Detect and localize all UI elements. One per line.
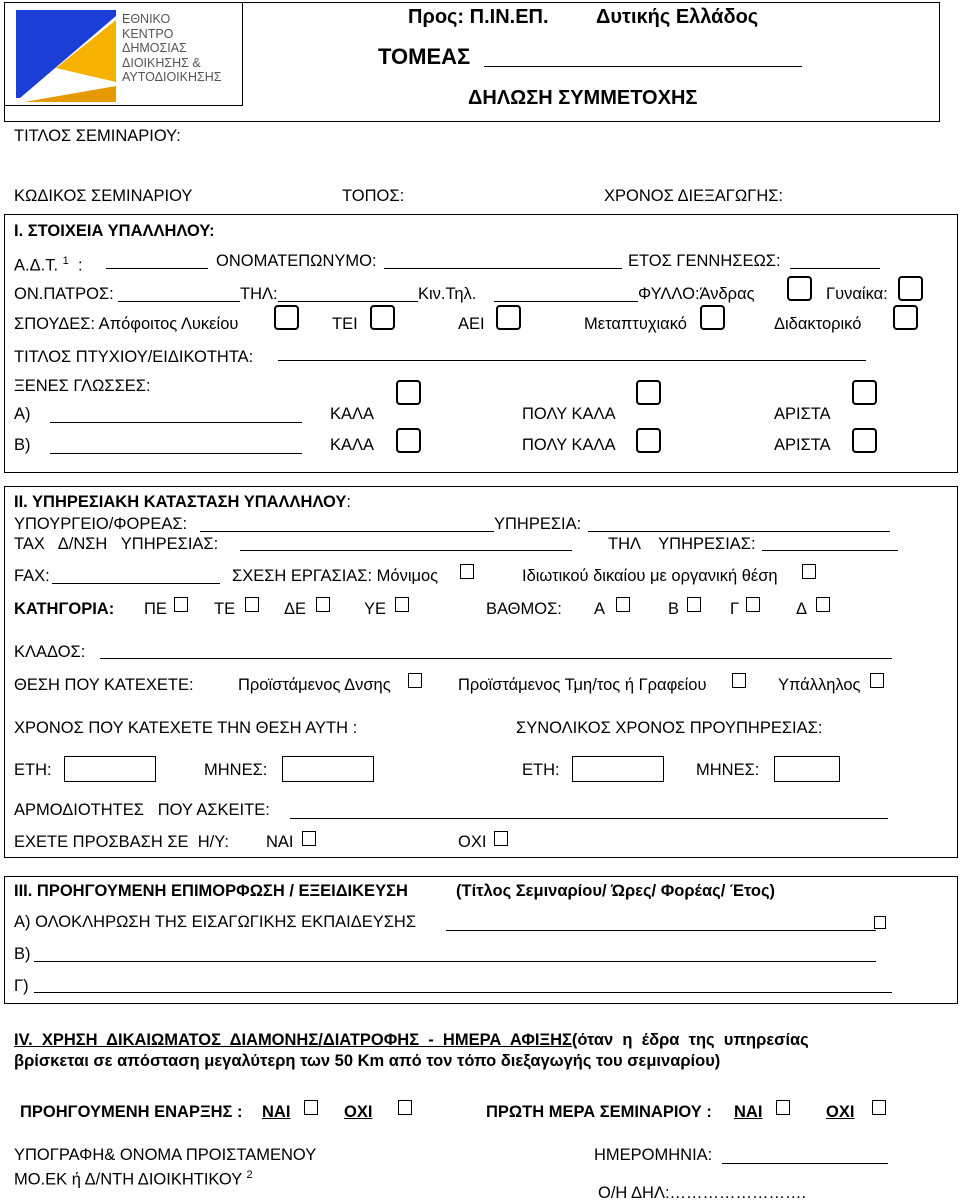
branch-field[interactable]	[100, 658, 892, 659]
logo-line: ΚΕΝΤΡΟ	[122, 26, 174, 41]
aei-label: ΑΕΙ	[458, 315, 485, 333]
training-b-field[interactable]	[34, 961, 876, 962]
logo-text	[122, 12, 221, 85]
prev-start-no-label: ΟΧΙ	[344, 1103, 373, 1121]
duties-label: ΑΡΜΟΔΙΟΤΗΤΕΣ ΠΟΥ ΑΣΚΕΙΤΕ:	[14, 801, 270, 819]
seminar-place-label: ΤΟΠΟΣ:	[342, 187, 405, 205]
first-day-yes-checkbox[interactable]	[776, 1100, 790, 1115]
first-day-no-label: ΟΧΙ	[826, 1103, 855, 1121]
section4-line2: βρίσκεται σε απόσταση μεγαλύτερη των 50 Km από τον τόπο διεξαγωγής του σεμιναρίου)	[14, 1052, 721, 1070]
to-label: Προς: Π.ΙΝ.ΕΠ.	[408, 6, 549, 28]
male-checkbox[interactable]	[787, 276, 812, 301]
birth-year-field[interactable]	[790, 268, 880, 269]
master-label: Μεταπτυχιακό	[584, 315, 687, 333]
unit-footnote: 2	[246, 1169, 253, 1181]
category-ye-checkbox[interactable]	[395, 597, 409, 612]
category-pe: ΠΕ	[144, 600, 167, 618]
sector-line[interactable]	[484, 66, 802, 67]
seminar-title-label: ΤΙΤΛΟΣ ΣΕΜΙΝΑΡΙΟΥ:	[14, 127, 181, 145]
ministry-label: ΥΠΟΥΡΓΕΙΟ/ΦΟΡΕΑΣ:	[14, 515, 188, 533]
lang-b-letter: Β)	[14, 436, 31, 454]
section1-title: Ι. ΣΤΟΙΧΕΙΑ ΥΠΑΛΛΗΛΟΥ:	[14, 222, 215, 240]
training-b-label: Β)	[14, 945, 31, 963]
father-label: ΟΝ.ΠΑΤΡΟΣ:	[14, 285, 114, 303]
mobile-label: Κιν.Τηλ.	[418, 285, 477, 303]
logo-icon	[12, 6, 118, 104]
employment-label: ΣΧΕΣΗ ΕΡΓΑΣΙΑΣ: Μόνιμος	[232, 567, 439, 585]
date-label: ΗΜΕΡΟΜΗΝΙΑ:	[594, 1146, 713, 1164]
seminar-time-label: ΧΡΟΝΟΣ ΔΙΕΞΑΓΩΓΗΣ:	[604, 187, 784, 205]
lang-b-verygood: ΠΟΛΥ ΚΑΛΑ	[522, 436, 616, 454]
lang-a-field[interactable]	[50, 422, 302, 423]
first-day-no-checkbox[interactable]	[872, 1100, 886, 1115]
protocol-label: Ο/Η ΔΗΛ:…………………….	[598, 1184, 807, 1202]
studies-label: ΣΠΟΥΔΕΣ: Απόφοιτος Λυκείου	[14, 315, 239, 333]
category-de-checkbox[interactable]	[316, 597, 330, 612]
permanent-checkbox[interactable]	[460, 564, 474, 579]
total-service-label: ΣΥΝΟΛΙΚΟΣ ΧΡΟΝΟΣ ΠΡΟΥΠΗΡΕΣΙΑΣ:	[516, 719, 823, 737]
service-phone-field[interactable]	[762, 550, 898, 551]
lang-b-excellent-checkbox[interactable]	[852, 428, 877, 453]
training-c-label: Γ)	[14, 977, 29, 995]
grade-b: Β	[668, 600, 680, 618]
prev-start-yes-checkbox[interactable]	[304, 1100, 318, 1115]
position-head: Προϊστάμενος Τμη/τος ή Γραφείου	[458, 676, 707, 694]
logo-line: ΑΥΤΟΔΙΟΙΚΗΣΗΣ	[122, 70, 222, 84]
grade-d: Δ	[796, 600, 808, 618]
master-checkbox[interactable]	[700, 305, 725, 330]
fax-label: FAX:	[14, 567, 50, 585]
branch-label: ΚΛΑΔΟΣ:	[14, 643, 86, 661]
lang-a-verygood-checkbox[interactable]	[636, 380, 661, 405]
logo-line: ΔΙΟΙΚΗΣΗΣ &	[122, 55, 201, 70]
region: Δυτικής Ελλάδος	[596, 6, 759, 28]
lang-b-field[interactable]	[50, 453, 302, 454]
date-field[interactable]	[722, 1163, 888, 1164]
category-te-checkbox[interactable]	[245, 597, 259, 612]
private-law-label: Ιδιωτικού δικαίου με οργανική θέση	[522, 567, 778, 585]
adt-label	[14, 251, 83, 276]
unit-label-text: ΜΟ.ΕΚ ή Δ/ΝΤΗ ΔΙΟΙΚΗΤΙΚΟΥ	[14, 1170, 242, 1189]
fullname-label: ΟΝΟΜΑΤΕΠΩΝΥΜΟ:	[216, 252, 377, 270]
female-checkbox[interactable]	[898, 276, 923, 301]
lang-a-excellent-checkbox[interactable]	[852, 380, 877, 405]
aei-checkbox[interactable]	[496, 305, 521, 330]
sector-label: ΤΟΜΕΑΣ	[378, 44, 471, 69]
section2-title	[14, 492, 351, 512]
service-field[interactable]	[588, 531, 890, 532]
lang-a-good-checkbox[interactable]	[396, 380, 421, 405]
first-day-yes-label: ΝΑΙ	[734, 1103, 763, 1121]
fax-field[interactable]	[52, 583, 220, 584]
position-years-label: ΕΤΗ:	[14, 761, 52, 779]
degree-field[interactable]	[278, 360, 866, 361]
section2-title-colon: :	[346, 493, 352, 511]
first-day-label: ΠΡΩΤΗ ΜΕΡΑ ΣΕΜΙΝΑΡΙΟΥ :	[486, 1103, 712, 1121]
position-employee: Υπάλληλος	[778, 676, 861, 694]
lang-b-good: ΚΑΛΑ	[330, 436, 375, 454]
prev-start-label: ΠΡΟΗΓΟΥΜΕΝΗ ΕΝΑΡΞΗΣ :	[20, 1103, 243, 1121]
lang-b-verygood-checkbox[interactable]	[636, 428, 661, 453]
position-months-input[interactable]	[282, 756, 374, 782]
pc-no-label: ΟΧΙ	[458, 833, 487, 851]
service-years-input[interactable]	[572, 756, 664, 782]
grade-label-text: ΒΑΘΜΟΣ:	[486, 600, 562, 618]
lyceum-checkbox[interactable]	[274, 305, 299, 330]
phd-label: Διδακτορικό	[774, 315, 862, 333]
position-years-input[interactable]	[64, 756, 156, 782]
grade-d-checkbox[interactable]	[816, 597, 830, 612]
adt-field[interactable]	[106, 268, 208, 269]
phd-checkbox[interactable]	[893, 305, 918, 330]
category-pe-checkbox[interactable]	[174, 597, 188, 612]
service-years-label: ΕΤΗ:	[522, 761, 560, 779]
address-field[interactable]	[240, 550, 572, 551]
category-te: ΤΕ	[214, 600, 236, 618]
section3-subtitle: (Τίτλος Σεμιναρίου/ Ώρες/ Φορέας/ Έτος)	[456, 882, 776, 900]
grade-a: Α	[594, 600, 606, 618]
training-a-field[interactable]	[446, 930, 876, 931]
training-a-label: Α) ΟΛΟΚΛΗΡΩΣΗ ΤΗΣ ΕΙΣΑΓΩΓΙΚΗΣ ΕΚΠΑΙΔΕΥΣΗΣ	[14, 913, 417, 931]
adt-text: Α.Δ.Τ.	[14, 256, 59, 275]
position-label: ΘΕΣΗ ΠΟΥ ΚΑΤΕΧΕΤΕ:	[14, 676, 194, 694]
female-label: Γυναίκα:	[826, 285, 888, 303]
lang-b-good-checkbox[interactable]	[396, 428, 421, 453]
logo-line: ΕΘΝΙΚΟ	[122, 12, 171, 26]
category-label: ΚΑΤΗΓΟΡΙΑ:	[14, 600, 115, 618]
section2-title-text: ΙΙ. ΥΠΗΡΕΣΙΑΚΗ ΚΑΤΑΣΤΑΣΗ ΥΠΑΛΛΗΛΟΥ	[14, 493, 347, 511]
duties-field[interactable]	[290, 818, 888, 819]
pc-yes-label: ΝΑΙ	[266, 833, 294, 851]
fullname-field[interactable]	[384, 268, 622, 269]
position-head-checkbox[interactable]	[732, 673, 746, 688]
service-months-label: ΜΗΝΕΣ:	[696, 761, 760, 779]
seminar-code-label: ΚΩΔΙΚΟΣ ΣΕΜΙΝΑΡΙΟΥ	[14, 187, 193, 205]
ministry-field[interactable]	[200, 531, 494, 532]
position-director: Προϊστάμενος Δνσης	[238, 676, 391, 694]
tei-label: ΤΕΙ	[332, 315, 358, 333]
tei-checkbox[interactable]	[370, 305, 395, 330]
grade-label	[486, 599, 562, 619]
adt-colon: :	[77, 256, 83, 275]
position-months-label: ΜΗΝΕΣ:	[204, 761, 268, 779]
lang-a-good: ΚΑΛΑ	[330, 405, 375, 423]
category-de: ΔΕ	[284, 600, 307, 618]
pc-yes-checkbox[interactable]	[302, 831, 316, 846]
signature-label: ΥΠΟΓΡΑΦΗ& ΟΝΟΜΑ ΠΡΟΙΣΤΑΜΕΝΟΥ	[14, 1146, 317, 1164]
lang-a-excellent: ΑΡΙΣΤΑ	[774, 405, 831, 423]
logo-line: ΔΗΜΟΣΙΑΣ	[122, 41, 187, 55]
section4-title-rest: (όταν η έδρα της υπηρεσίας	[571, 1031, 809, 1049]
category-ye: ΥΕ	[364, 600, 387, 618]
grade-a-checkbox[interactable]	[616, 597, 630, 612]
lang-b-excellent: ΑΡΙΣΤΑ	[774, 436, 831, 454]
prev-start-yes-label: ΝΑΙ	[262, 1103, 291, 1121]
pc-access-label: ΕΧΕΤΕ ΠΡΟΣΒΑΣΗ ΣΕ Η/Υ:	[14, 833, 229, 851]
section3-title: ΙΙΙ. ΠΡΟΗΓΟΥΜΕΝΗ ΕΠΙΜΟΡΦΩΣΗ / ΕΞΕΙΔΙΚΕΥΣΗ	[14, 882, 408, 900]
position-director-checkbox[interactable]	[408, 673, 422, 688]
training-a-checkbox[interactable]	[874, 916, 886, 929]
section4-title: ΙV. ΧΡΗΣΗ ΔΙΚΑΙΩΜΑΤΟΣ ΔΙΑΜΟΝΗΣ/ΔΙΑΤΡΟΦΗΣ - ΗΜΕΡΑ ΑΦΙΞΗΣ	[14, 1031, 572, 1049]
adt-footnote: 1	[62, 255, 69, 267]
address-label: ΤΑΧ Δ/ΝΣΗ ΥΠΗΡΕΣΙΑΣ:	[14, 535, 219, 553]
unit-label	[14, 1165, 253, 1190]
lang-a-verygood: ΠΟΛΥ ΚΑΛΑ	[522, 405, 616, 423]
degree-label: ΤΙΤΛΟΣ ΠΤΥΧΙΟΥ/ΕΙΔΙΚΟΤΗΤΑ:	[14, 348, 254, 366]
service-phone-label: ΤΗΛ ΥΠΗΡΕΣΙΑΣ:	[608, 535, 756, 553]
birth-year-label: ΕΤΟΣ ΓΕΝΝΗΣΕΩΣ:	[628, 252, 781, 270]
grade-c: Γ	[730, 600, 740, 618]
pc-no-checkbox[interactable]	[494, 831, 508, 846]
form-title: ΔΗΛΩΣΗ ΣΥΜΜΕΤΟΧΗΣ	[468, 87, 698, 109]
training-c-field[interactable]	[34, 992, 892, 993]
service-months-input[interactable]	[774, 756, 840, 782]
section4-line1	[14, 1030, 809, 1050]
private-law-checkbox[interactable]	[802, 564, 816, 579]
languages-label: ΞΕΝΕΣ ΓΛΩΣΣΕΣ:	[14, 377, 151, 395]
service-label: ΥΠΗΡΕΣΙΑ:	[494, 515, 582, 533]
grade-b-checkbox[interactable]	[687, 597, 701, 612]
prev-start-no-checkbox[interactable]	[398, 1100, 412, 1115]
phone-label: ΤΗΛ:	[240, 285, 278, 303]
position-employee-checkbox[interactable]	[870, 673, 884, 688]
grade-c-checkbox[interactable]	[746, 597, 760, 612]
mobile-field[interactable]	[494, 301, 638, 302]
gender-label: ΦΥΛΛΟ:Άνδρας	[638, 285, 755, 303]
time-in-position-label: ΧΡΟΝΟΣ ΠΟΥ ΚΑΤΕΧΕΤΕ ΤΗΝ ΘΕΣΗ ΑΥΤΗ :	[14, 719, 358, 737]
lang-a-letter: Α)	[14, 405, 31, 423]
phone-field[interactable]	[278, 301, 418, 302]
father-field[interactable]	[118, 301, 240, 302]
